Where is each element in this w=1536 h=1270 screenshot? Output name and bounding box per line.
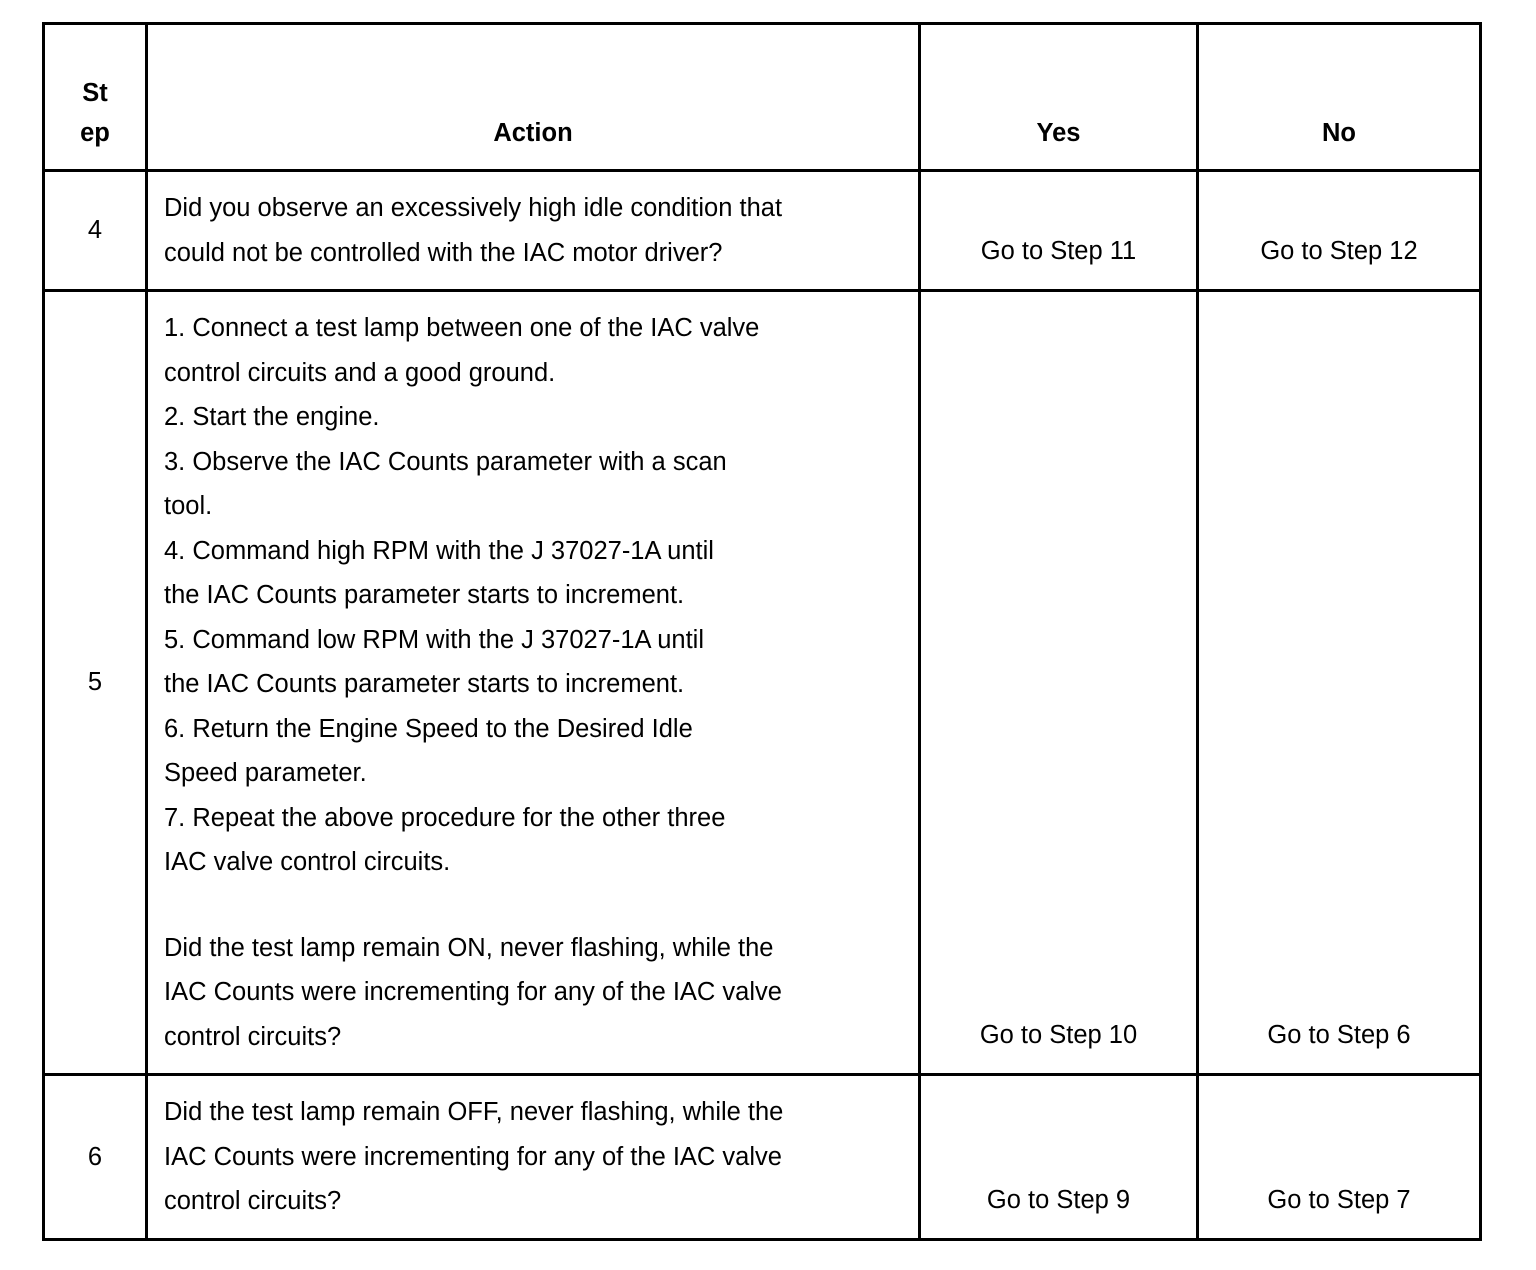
action-line: 5. Command low RPM with the J 37027-1A until: [164, 625, 705, 654]
action-line: control circuits?: [164, 1187, 342, 1215]
action-line: 1. Connect a test lamp between one of the IAC valve: [164, 314, 760, 342]
yes-header-label: Yes: [1036, 119, 1081, 147]
paragraph-gap: [164, 885, 902, 926]
action-line: 3. Observe the IAC Counts parameter with a scan: [164, 447, 727, 476]
table-row-step-6: [44, 1075, 1481, 1240]
action-line: control circuits and a good ground.: [164, 358, 556, 387]
action-line: the IAC Counts parameter starts to increment.: [164, 581, 685, 609]
action-line: Did you observe an excessively high idle condition that: [164, 194, 783, 222]
action-line: IAC Counts were incrementing for any of the IAC valve: [164, 1142, 782, 1171]
table-row-step-5: [44, 291, 1481, 1075]
action-line: 4. Command high RPM with the J 37027-1A until: [164, 536, 714, 565]
action-cell: [147, 291, 920, 1075]
action-line: 7. Repeat the above procedure for the other three: [164, 803, 726, 832]
step-header-line-2: ep: [80, 119, 110, 147]
no-result: [1198, 291, 1481, 1075]
no-result-text: Go to Step 6: [1267, 1021, 1411, 1049]
no-result: [1198, 171, 1481, 291]
no-header-label: No: [1322, 119, 1356, 147]
yes-result: [920, 291, 1198, 1075]
table-header-row: [44, 24, 1481, 171]
step-number: 4: [44, 171, 147, 291]
yes-column-header: [920, 24, 1198, 171]
action-line: tool.: [164, 492, 213, 520]
action-cell: [147, 171, 920, 291]
action-line: the IAC Counts parameter starts to increment.: [164, 670, 685, 698]
step-number: 6: [44, 1075, 147, 1240]
action-line: IAC valve control circuits.: [164, 848, 451, 876]
action-cell: [147, 1075, 920, 1240]
question-line: Did the test lamp remain ON, never flashing, while the: [164, 933, 774, 962]
yes-result-text: Go to Step 11: [980, 237, 1137, 265]
step-column-header: [44, 24, 147, 171]
yes-result: [920, 171, 1198, 291]
diagnostic-table: [42, 22, 1482, 1241]
action-column-header: [147, 24, 920, 171]
action-line: 2. Start the engine.: [164, 403, 380, 431]
yes-result: [920, 1075, 1198, 1240]
no-result-text: Go to Step 12: [1260, 237, 1418, 265]
yes-result-text: Go to Step 9: [986, 1186, 1131, 1214]
yes-result-text: Go to Step 10: [979, 1021, 1138, 1049]
step-header-line-1: St: [82, 79, 108, 107]
no-result-text: Go to Step 7: [1267, 1186, 1411, 1214]
table-row-step-4: [44, 171, 1481, 291]
action-line: Speed parameter.: [164, 759, 367, 787]
step-number: 5: [44, 291, 147, 1075]
question-line: IAC Counts were incrementing for any of the IAC valve: [164, 978, 782, 1006]
question-line: control circuits?: [164, 1022, 342, 1051]
no-column-header: [1198, 24, 1481, 171]
no-result: [1198, 1075, 1481, 1240]
action-header-label: Action: [493, 119, 573, 147]
action-line: 6. Return the Engine Speed to the Desired Idle: [164, 714, 693, 743]
action-line: could not be controlled with the IAC motor driver?: [164, 238, 723, 267]
action-line: Did the test lamp remain OFF, never flashing, while the: [164, 1098, 784, 1126]
